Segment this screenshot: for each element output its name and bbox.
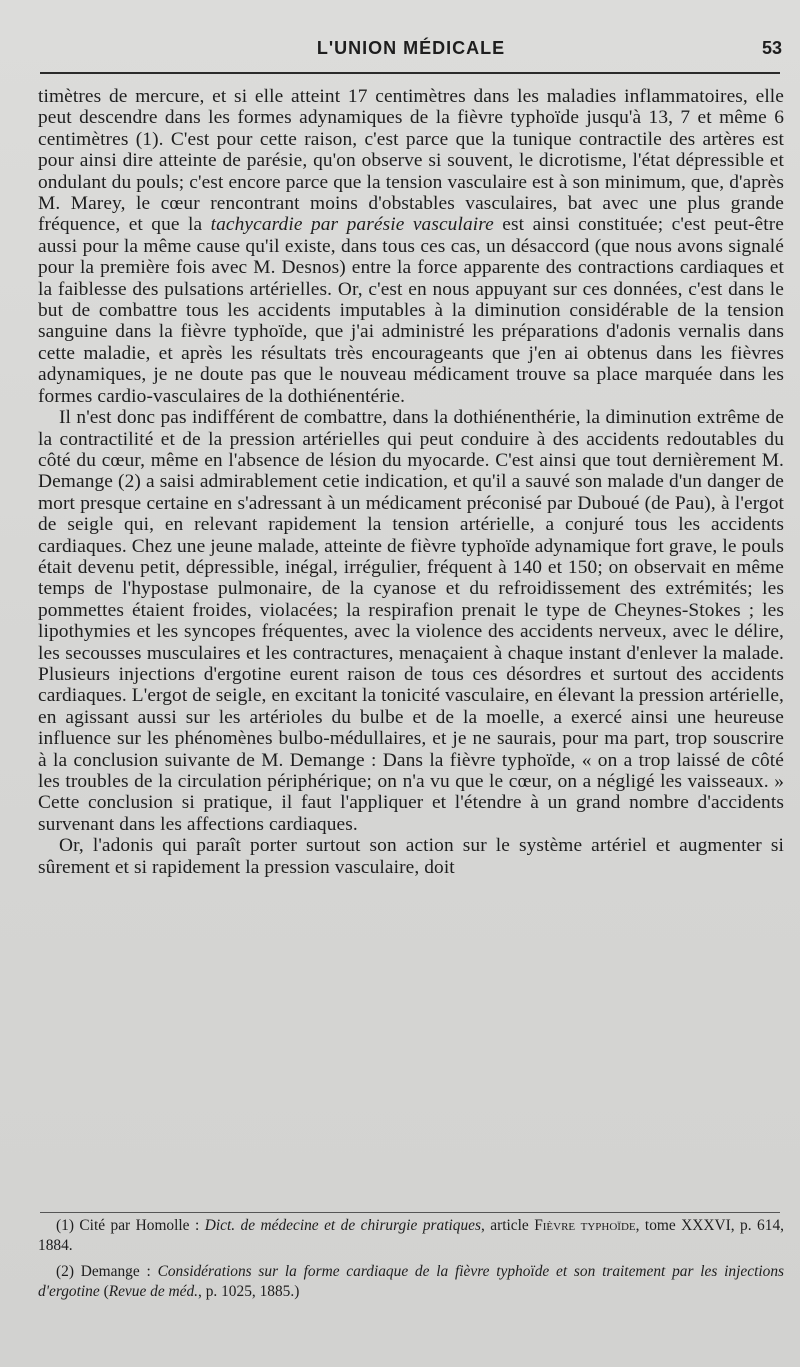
footnote-1 (38, 1216, 784, 1256)
footnote-1-text-b: , article (480, 1217, 535, 1234)
footnote-divider (40, 1212, 780, 1213)
paragraph-1-text-a: timètres de mercure, et si elle atteint 17 centimètres dans les maladies inflammatoires, elle peut descendre dans les formes adynamiques de la fièvre typhoïde jusqu'à 13, 7 et même 6 centimètres (1). C'est pour cette raison, c'est parce que la tunique contractile des artères est pour ainsi dire atteinte de parésie, qu'on observe si souvent, le dicrotisme, l'état dépressible et ondulant du pouls; c'est encore parce que la tension vasculaire est à son minimum, que, d'après M. Marey, le cœur rencontrant moins d'obstables vasculaires, bat avec une plus grande fréquence, et que la (38, 86, 784, 236)
footnote-1-title: Dict. de médecine et de chirurgie pratiques (204, 1217, 481, 1234)
header-rule (40, 72, 780, 74)
page-number: 53 (761, 38, 782, 58)
footnote-2-marker: (2) (56, 1263, 74, 1280)
footnote-1-text-c: , tome XXXVI, p. 614, 1884. (38, 1217, 784, 1254)
footnote-2-journal: Revue de méd. (108, 1283, 199, 1300)
footnote-1-text-a: Cité par Homolle : (73, 1217, 205, 1234)
footnote-2-title: Considérations sur la forme cardiaque de la fièvre typhoïde et son traitement par les injections d'ergotine (38, 1263, 785, 1300)
paragraph-1-text-b: est ainsi constituée; c'est peut-être aussi pour la même cause qu'il existe, dans tous ces cas, un désaccord (que nous avons signalé pour la première fois avec M. Desnos) entre la force apparente des contractions cardiaques et la faiblesse des pulsations artérielles. Or, c'est en nous appuyant sur ces données, c'est dans le but de combattre tous les accidents imputables à la diminution considérable de la tension sanguine dans la fièvre typhoïde, que j'ai administré les préparations d'adonis vernalis dans cette maladie, et après les résultats très encourageants que j'en ai obtenus dans les fièvres adynamiques, je ne doute pas que le nouveau médicament trouve sa place marquée dans les formes cardio-vasculaires de la dothiénentérie. (38, 214, 784, 407)
paragraph-3: Or, l'adonis qui paraît porter surtout son action sur le système artériel et augmenter si sûrement et si rapidement la pression vasculaire, doit (38, 835, 784, 878)
footnote-2 (38, 1262, 784, 1302)
footnote-2-text-b: ( (99, 1283, 109, 1300)
footnote-2-text-a: Demange : (73, 1263, 158, 1280)
footnotes (38, 1216, 784, 1308)
paragraph-1-italic-term: tachycardie par parésie vasculaire (210, 214, 494, 236)
paragraph-1 (38, 86, 784, 407)
footnote-1-article: Fièvre typhoïde (534, 1217, 636, 1234)
footnote-1-marker: (1) (56, 1217, 74, 1234)
footnote-2-text-c: , p. 1025, 1885.) (198, 1283, 300, 1300)
main-text (38, 86, 784, 878)
paragraph-2: Il n'est donc pas indifférent de combattre, dans la dothiénenthérie, la diminution extrême de la contractilité et de la pression artérielles qui peut conduire à des accidents redoutables du côté du cœur, même en l'absence de lésion du myocarde. C'est ainsi que tout dernièrement M. Demange (2) a saisi admirablement cetie indication, et qu'il a sauvé son malade d'un danger de mort presque certaine en s'adressant à un médicament préconisé par Duboué (de Pau), à l'ergot de seigle qui, en relevant rapidement la tension artérielle, a conjuré tous les accidents cardiaques. Chez une jeune malade, atteinte de fièvre typhoïde adynamique fort grave, le pouls était devenu petit, dépressible, inégal, irrégulier, fréquent à 140 et 150; on observait en même temps de l'hypostase pulmonaire, de la cyanose et du refroidissement des extrémités; les pommettes étaient froides, violacées; la respirafion prenait le type de Cheynes-Stokes ; les lipothymies et les syncopes fréquentes, avec la violence des accidents nerveux, avec le délire, les secousses musculaires et les contractures, menaçaient à chaque instant d'enlever la malade. Plusieurs injections d'ergotine eurent raison de tous ces désordres et surtout des accidents cardiaques. L'ergot de seigle, en excitant la tonicité vasculaire, en élevant la pression artérielle, en agissant aussi sur les artérioles du bulbe et de la moelle, a exercé ainsi une heureuse influence sur les phénomènes bulbo-médullaires, et je ne saurais, pour ma part, trop souscrire à la conclusion suivante de M. Demange : Dans la fièvre typhoïde, « on a trop laissé de côté les troubles de la circulation périphérique; on n'a vu que le cœur, on a négligé les vaisseaux. » Cette conclusion si pratique, il faut l'appliquer et l'étendre à un grand nombre d'accidents survenant dans les affections cardiaques. (38, 407, 784, 835)
running-title: L'UNION MÉDICALE (316, 38, 506, 58)
page-header (40, 36, 782, 64)
